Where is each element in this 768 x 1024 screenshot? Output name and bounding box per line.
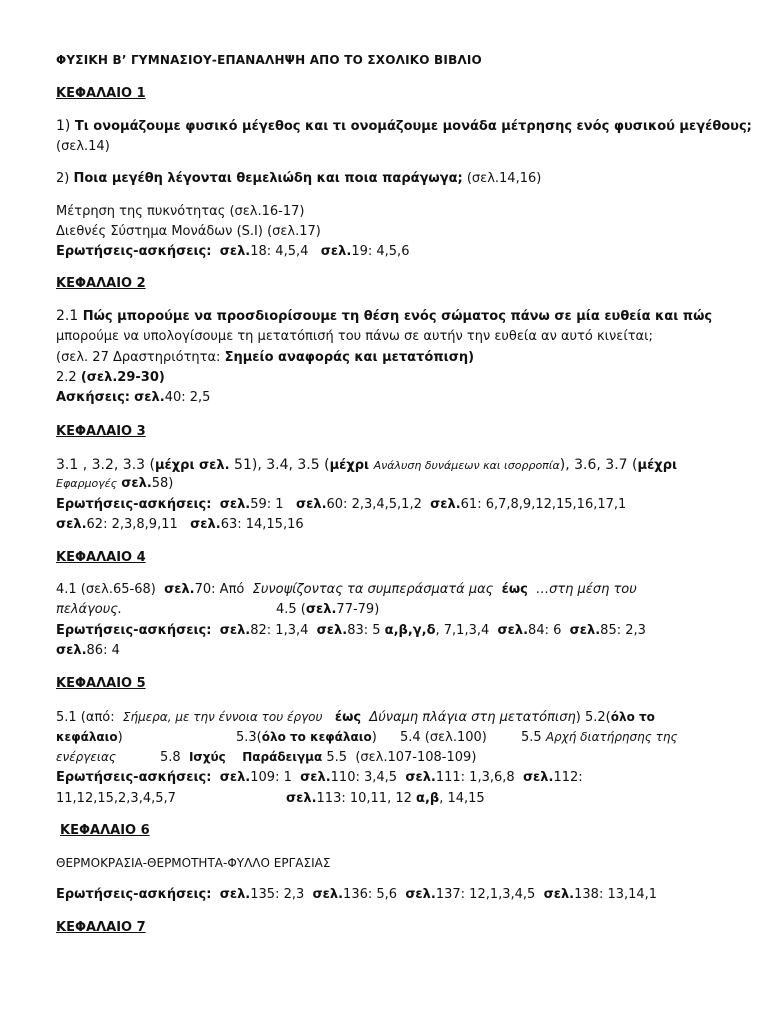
topic-bold: Παράδειγμα: [242, 750, 323, 764]
ch3-sections-line-1: [56, 457, 677, 473]
ch5-sections-line-2: [56, 730, 716, 745]
chapter-4-heading: ΚΕΦΑΛΑΙΟ 4: [56, 550, 146, 565]
sections-text: 5.1 (από:: [56, 710, 115, 725]
ch6-subtitle: ΘΕΡΜΟΚΡΑΣΙΑ-ΘΕΡΜΟΤΗΤΑ-ΦΥΛΛΟ ΕΡΓΑΣΙΑΣ: [56, 856, 331, 870]
page-label: σελ.: [219, 770, 251, 785]
exercise-pages: 40: 2,5: [164, 390, 211, 405]
q2-number: 2): [56, 171, 70, 186]
exercise-pages: 85: 2,3: [600, 623, 646, 638]
exercises-label: Ερωτήσεις-ασκήσεις:: [56, 244, 212, 259]
ch5-exercises-line-2: [56, 791, 716, 806]
topic-italic: Αρχή διατήρησης της: [545, 730, 678, 744]
page-label: σελ.: [316, 623, 348, 638]
exercise-pages: 19: 4,5,6: [351, 244, 410, 259]
scope-label: όλο το κεφάλαιο: [261, 730, 372, 744]
page-label: σελ.: [286, 791, 317, 806]
page-label: σελ.: [295, 497, 327, 512]
until-label: έως: [334, 710, 362, 725]
topic-italic: …στη μέση του: [536, 582, 637, 597]
chapter-5-heading: ΚΕΦΑΛΑΙΟ 5: [56, 676, 146, 691]
exercise-pages: 84: 6: [528, 623, 562, 638]
until-label: έως: [501, 582, 528, 597]
sections-text: ), 3.6, 3.7 (: [559, 457, 638, 473]
exercise-pages: , 7,1,3,4: [435, 623, 490, 638]
topic-italic: Δύναμη πλάγια στη μετατόπιση: [369, 710, 576, 725]
exercise-pages: 11,12,15,2,3,4,5,7: [56, 791, 176, 806]
page-label: σελ.: [300, 770, 331, 785]
sections-text: 3.1 , 3.2, 3.3 (: [56, 457, 155, 473]
sections-text: 5.5: [326, 750, 348, 765]
exercise-pages: 112:: [553, 770, 583, 785]
topic-italic: Σήμερα, με την έννοια του έργου: [122, 710, 323, 724]
sections-text: 5.8: [160, 750, 181, 765]
page-label: σελ.: [56, 643, 87, 658]
ch5-sections-line-1: [56, 710, 655, 725]
exercise-pages: 135: 2,3: [250, 887, 305, 902]
page-number: 77-79): [336, 602, 380, 617]
page-label: σελ.: [121, 476, 152, 491]
ch5-exercises-line-1: [56, 770, 583, 785]
sections-text: 70: Από: [194, 582, 245, 597]
activity-title: Σημείο αναφοράς και μετατόπιση): [224, 350, 475, 365]
sections-text: ) 5.2(: [575, 710, 611, 725]
topic-italic: πελάγους.: [56, 602, 123, 617]
document-title: ΦΥΣΙΚΗ Β’ ΓΥΜΝΑΣΙΟΥ-ΕΠΑΝΑΛΗΨΗ ΑΠΟ ΤΟ ΣΧΟΛΙΚΟ ΒΙΒΛΙΟ: [56, 53, 482, 67]
page-label: σελ.: [190, 517, 221, 532]
exercise-pages: 113: 10,11, 12: [316, 791, 412, 806]
exercise-pages: 111: 1,3,6,8: [435, 770, 515, 785]
ch2-question-line-2: μπορούμε να υπολογίσουμε τη μετατόπισή του πάνω σε αυτήν την ευθεία αν αυτό κινείται;: [56, 329, 653, 344]
page-label: σελ.: [305, 602, 337, 617]
page-label: σελ.: [405, 770, 436, 785]
ch1-density-line: Μέτρηση της πυκνότητας (σελ.16-17): [56, 204, 305, 219]
exercise-pages: , 14,15: [439, 791, 485, 806]
page-label: σελ.: [134, 390, 165, 405]
exercise-pages: 60: 2,3,4,5,1,2: [326, 497, 422, 512]
ch1-question-2: [56, 171, 541, 186]
q1-number: 1): [56, 118, 71, 134]
exercise-pages: 136: 5,6: [343, 887, 398, 902]
chapter-7-heading: ΚΕΦΑΛΑΙΟ 7: [56, 920, 146, 935]
until-label: μέχρι: [329, 458, 370, 473]
sections-text: ): [117, 730, 123, 745]
sections-text: ): [371, 730, 377, 745]
activity-ref: (σελ. 27 Δραστηριότητα:: [56, 350, 221, 365]
page-number: 58): [151, 476, 174, 491]
section-number: 2.2: [56, 370, 77, 385]
chapter-6-heading: ΚΕΦΑΛΑΙΟ 6: [60, 823, 150, 838]
ch4-sections-line-1: [56, 582, 637, 597]
ch4-exercises-line-2: [56, 643, 120, 658]
ch2-exercises: [56, 390, 210, 405]
chapter-1-heading: ΚΕΦΑΛΑΙΟ 1: [56, 86, 146, 101]
exercise-pages: 62: 2,3,8,9,11: [86, 517, 178, 532]
exercises-label: Ερωτήσεις-ασκήσεις:: [56, 887, 212, 902]
chapter-3-heading: ΚΕΦΑΛΑΙΟ 3: [56, 424, 146, 439]
topic-italic: Εφαρμογές: [56, 477, 118, 490]
q1-text: Τι ονομάζουμε φυσικό μέγεθος και τι ονομάζουμε μονάδα μέτρησης ενός φυσικού μεγέθους;: [74, 119, 752, 134]
page-label: σελ.: [320, 244, 352, 259]
ch1-question-1-page: (σελ.14): [56, 139, 110, 154]
exercises-label: Ερωτήσεις-ασκήσεις:: [56, 623, 212, 638]
q-number: 2.1: [56, 308, 79, 324]
exercise-pages: 61: 6,7,8,9,12,15,16,17,1: [460, 497, 627, 512]
ch2-question-line-1: [56, 308, 712, 324]
exercise-pages: 110: 3,4,5: [330, 770, 398, 785]
exercise-pages: 109: 1: [250, 770, 292, 785]
page-label: σελ.: [312, 887, 344, 902]
page-label: σελ.: [219, 887, 251, 902]
q2-text: Ποια μεγέθη λέγονται θεμελιώδη και ποια παράγωγα;: [73, 171, 463, 186]
page-label: σελ.: [219, 497, 251, 512]
ch4-exercises-line-1: [56, 623, 646, 638]
exercises-label: Ασκήσεις:: [56, 390, 131, 405]
page-label: σελ.: [405, 887, 436, 902]
ch1-si-line: Διεθνές Σύστημα Μονάδων (S.I) (σελ.17): [56, 224, 321, 239]
ch3-exercises-line-1: [56, 497, 626, 512]
page-label: σελ.: [430, 497, 461, 512]
page-label: σελ.: [219, 623, 251, 638]
exercises-label: Ερωτήσεις-ασκήσεις:: [56, 770, 212, 785]
q2-page: (σελ.14,16): [466, 171, 542, 186]
exercise-pages: 18: 4,5,4: [250, 244, 309, 259]
ch6-exercises: [56, 887, 657, 902]
ch1-exercises: [56, 244, 409, 259]
ch3-sections-line-2: [56, 476, 173, 491]
exercise-pages: 82: 1,3,4: [250, 623, 309, 638]
ch1-question-1: [56, 118, 752, 134]
exercise-pages: 83: 5: [347, 623, 381, 638]
scope-label: κεφάλαιο: [56, 730, 118, 744]
ch2-question-line-3: [56, 350, 474, 365]
page-label: σελ.: [543, 887, 575, 902]
section-pages: (σελ.29-30): [80, 370, 165, 385]
ch4-sections-line-2: [56, 602, 456, 617]
topic-italic: Συνοψίζοντας τα συμπεράσματά μας: [252, 582, 494, 597]
page-label: σελ.: [56, 517, 87, 532]
until-label: μέχρι: [637, 458, 678, 473]
exercise-pages: 86: 4: [86, 643, 120, 658]
until-label: μέχρι σελ.: [154, 458, 230, 473]
page-label: σελ.: [497, 623, 529, 638]
exercise-parts: α,β,γ,δ: [384, 623, 436, 638]
exercise-pages: 137: 12,1,3,4,5: [435, 887, 536, 902]
exercise-pages: 138: 13,14,1: [574, 887, 658, 902]
sections-text: 5.3(: [236, 730, 262, 745]
page-label: σελ.: [164, 582, 195, 597]
sections-text: 4.5 (: [276, 602, 306, 617]
exercise-parts: α,β: [416, 791, 440, 806]
topic-italic: Ανάλυση δυνάμεων και ισορροπία: [373, 459, 560, 472]
page-label: σελ.: [219, 244, 251, 259]
ch2-section-2-2: [56, 370, 165, 385]
sections-text: 5.5: [521, 730, 542, 745]
scope-label: όλο το: [610, 710, 655, 724]
q-text: Πώς μπορούμε να προσδιορίσουμε τη θέση ενός σώματος πάνω σε μία ευθεία και πώς: [82, 309, 713, 324]
sections-text: 4.1 (σελ.65-68): [56, 582, 156, 597]
exercises-label: Ερωτήσεις-ασκήσεις:: [56, 497, 212, 512]
page-label: σελ.: [522, 770, 554, 785]
exercise-pages: 59: 1: [250, 497, 284, 512]
topic-italic: ενέργειας: [56, 750, 116, 764]
exercise-pages: 63: 14,15,16: [220, 517, 304, 532]
sections-text: 5.4 (σελ.100): [400, 730, 487, 745]
ch3-exercises-line-2: [56, 517, 304, 532]
sections-text: (σελ.107-108-109): [355, 750, 477, 765]
chapter-2-heading: ΚΕΦΑΛΑΙΟ 2: [56, 276, 146, 291]
ch5-sections-line-3: [56, 750, 716, 765]
sections-text: 51), 3.4, 3.5 (: [229, 457, 330, 473]
page-label: σελ.: [569, 623, 601, 638]
topic-bold: Ισχύς: [188, 750, 226, 764]
